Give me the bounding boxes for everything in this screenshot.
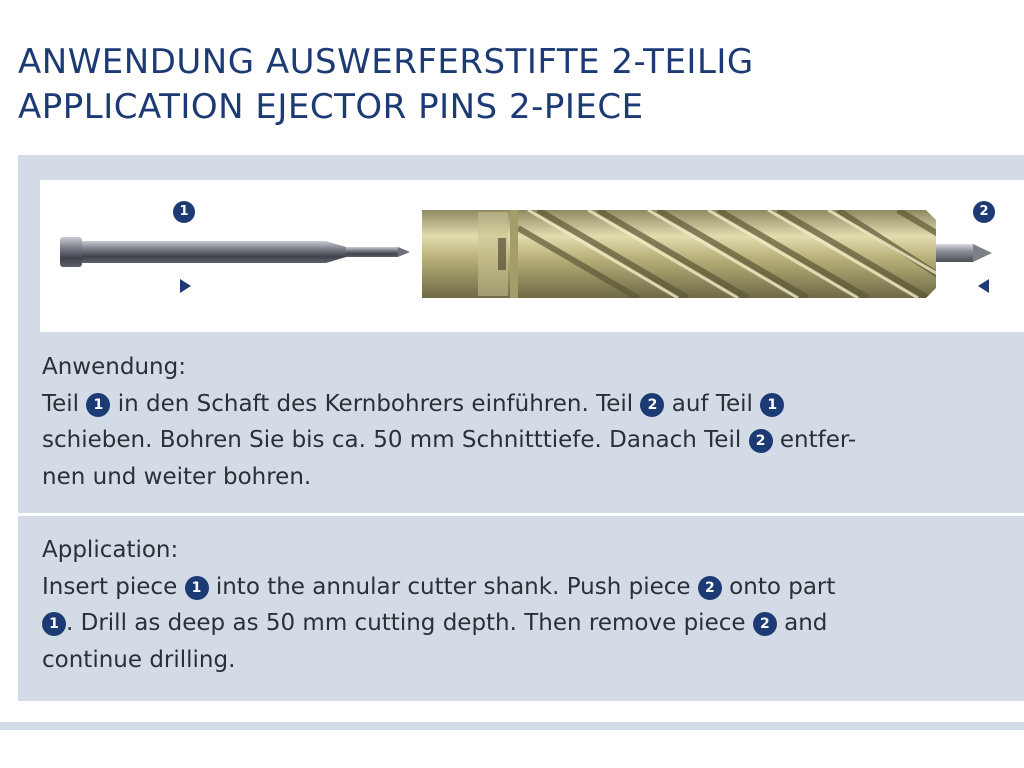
text-segment: Teil [42, 390, 87, 417]
piece-2-badge: 2 [973, 201, 995, 223]
annular-cutter-icon [418, 208, 996, 300]
piece-1-badge: 1 [760, 393, 784, 417]
text-segment: nen und weiter bohren. [42, 463, 312, 490]
text-segment: and [776, 610, 828, 636]
text-segment: auf Teil [664, 390, 761, 417]
section-divider [18, 513, 1024, 516]
piece-1-badge: 1 [185, 576, 209, 600]
piece-1-badge: 1 [86, 393, 110, 417]
arrow-right-icon [180, 279, 191, 293]
text-segment: schieben. Bohren Sie bis ca. 50 mm Schnitttiefe. Danach Teil [42, 427, 749, 453]
title-english: APPLICATION EJECTOR PINS 2-PIECE [18, 87, 644, 127]
piece-1-badge: 1 [173, 201, 195, 223]
text-segment: into the annular cutter shank. Push piece [208, 573, 698, 600]
english-heading: Application: [42, 537, 179, 563]
german-section [42, 349, 1012, 495]
content-panel [18, 155, 1024, 701]
english-section [42, 532, 1012, 678]
german-heading: Anwendung: [42, 354, 186, 380]
piece-2-badge: 2 [753, 612, 777, 636]
bottom-rule [0, 722, 1024, 730]
text-segment: entfer- [772, 427, 857, 453]
piece-2-badge: 2 [698, 576, 722, 600]
title-german: ANWENDUNG AUSWERFERSTIFTE 2-TEILIG [18, 42, 754, 82]
text-segment: in den Schaft des Kernbohrers einführen. Teil [110, 390, 641, 417]
product-figure [40, 180, 1024, 332]
page-title [18, 40, 1018, 130]
text-segment: onto part [721, 573, 836, 600]
english-body [42, 569, 1012, 679]
piece-1-badge: 1 [42, 612, 66, 636]
text-segment: continue drilling. [42, 646, 236, 673]
text-segment: Insert piece [42, 573, 185, 600]
piece-2-badge: 2 [640, 393, 664, 417]
ejector-pin-icon [58, 234, 413, 274]
piece-2-badge: 2 [749, 429, 773, 453]
text-segment: . Drill as deep as 50 mm cutting depth. Then remove piece [66, 610, 753, 636]
german-body [42, 386, 1012, 496]
